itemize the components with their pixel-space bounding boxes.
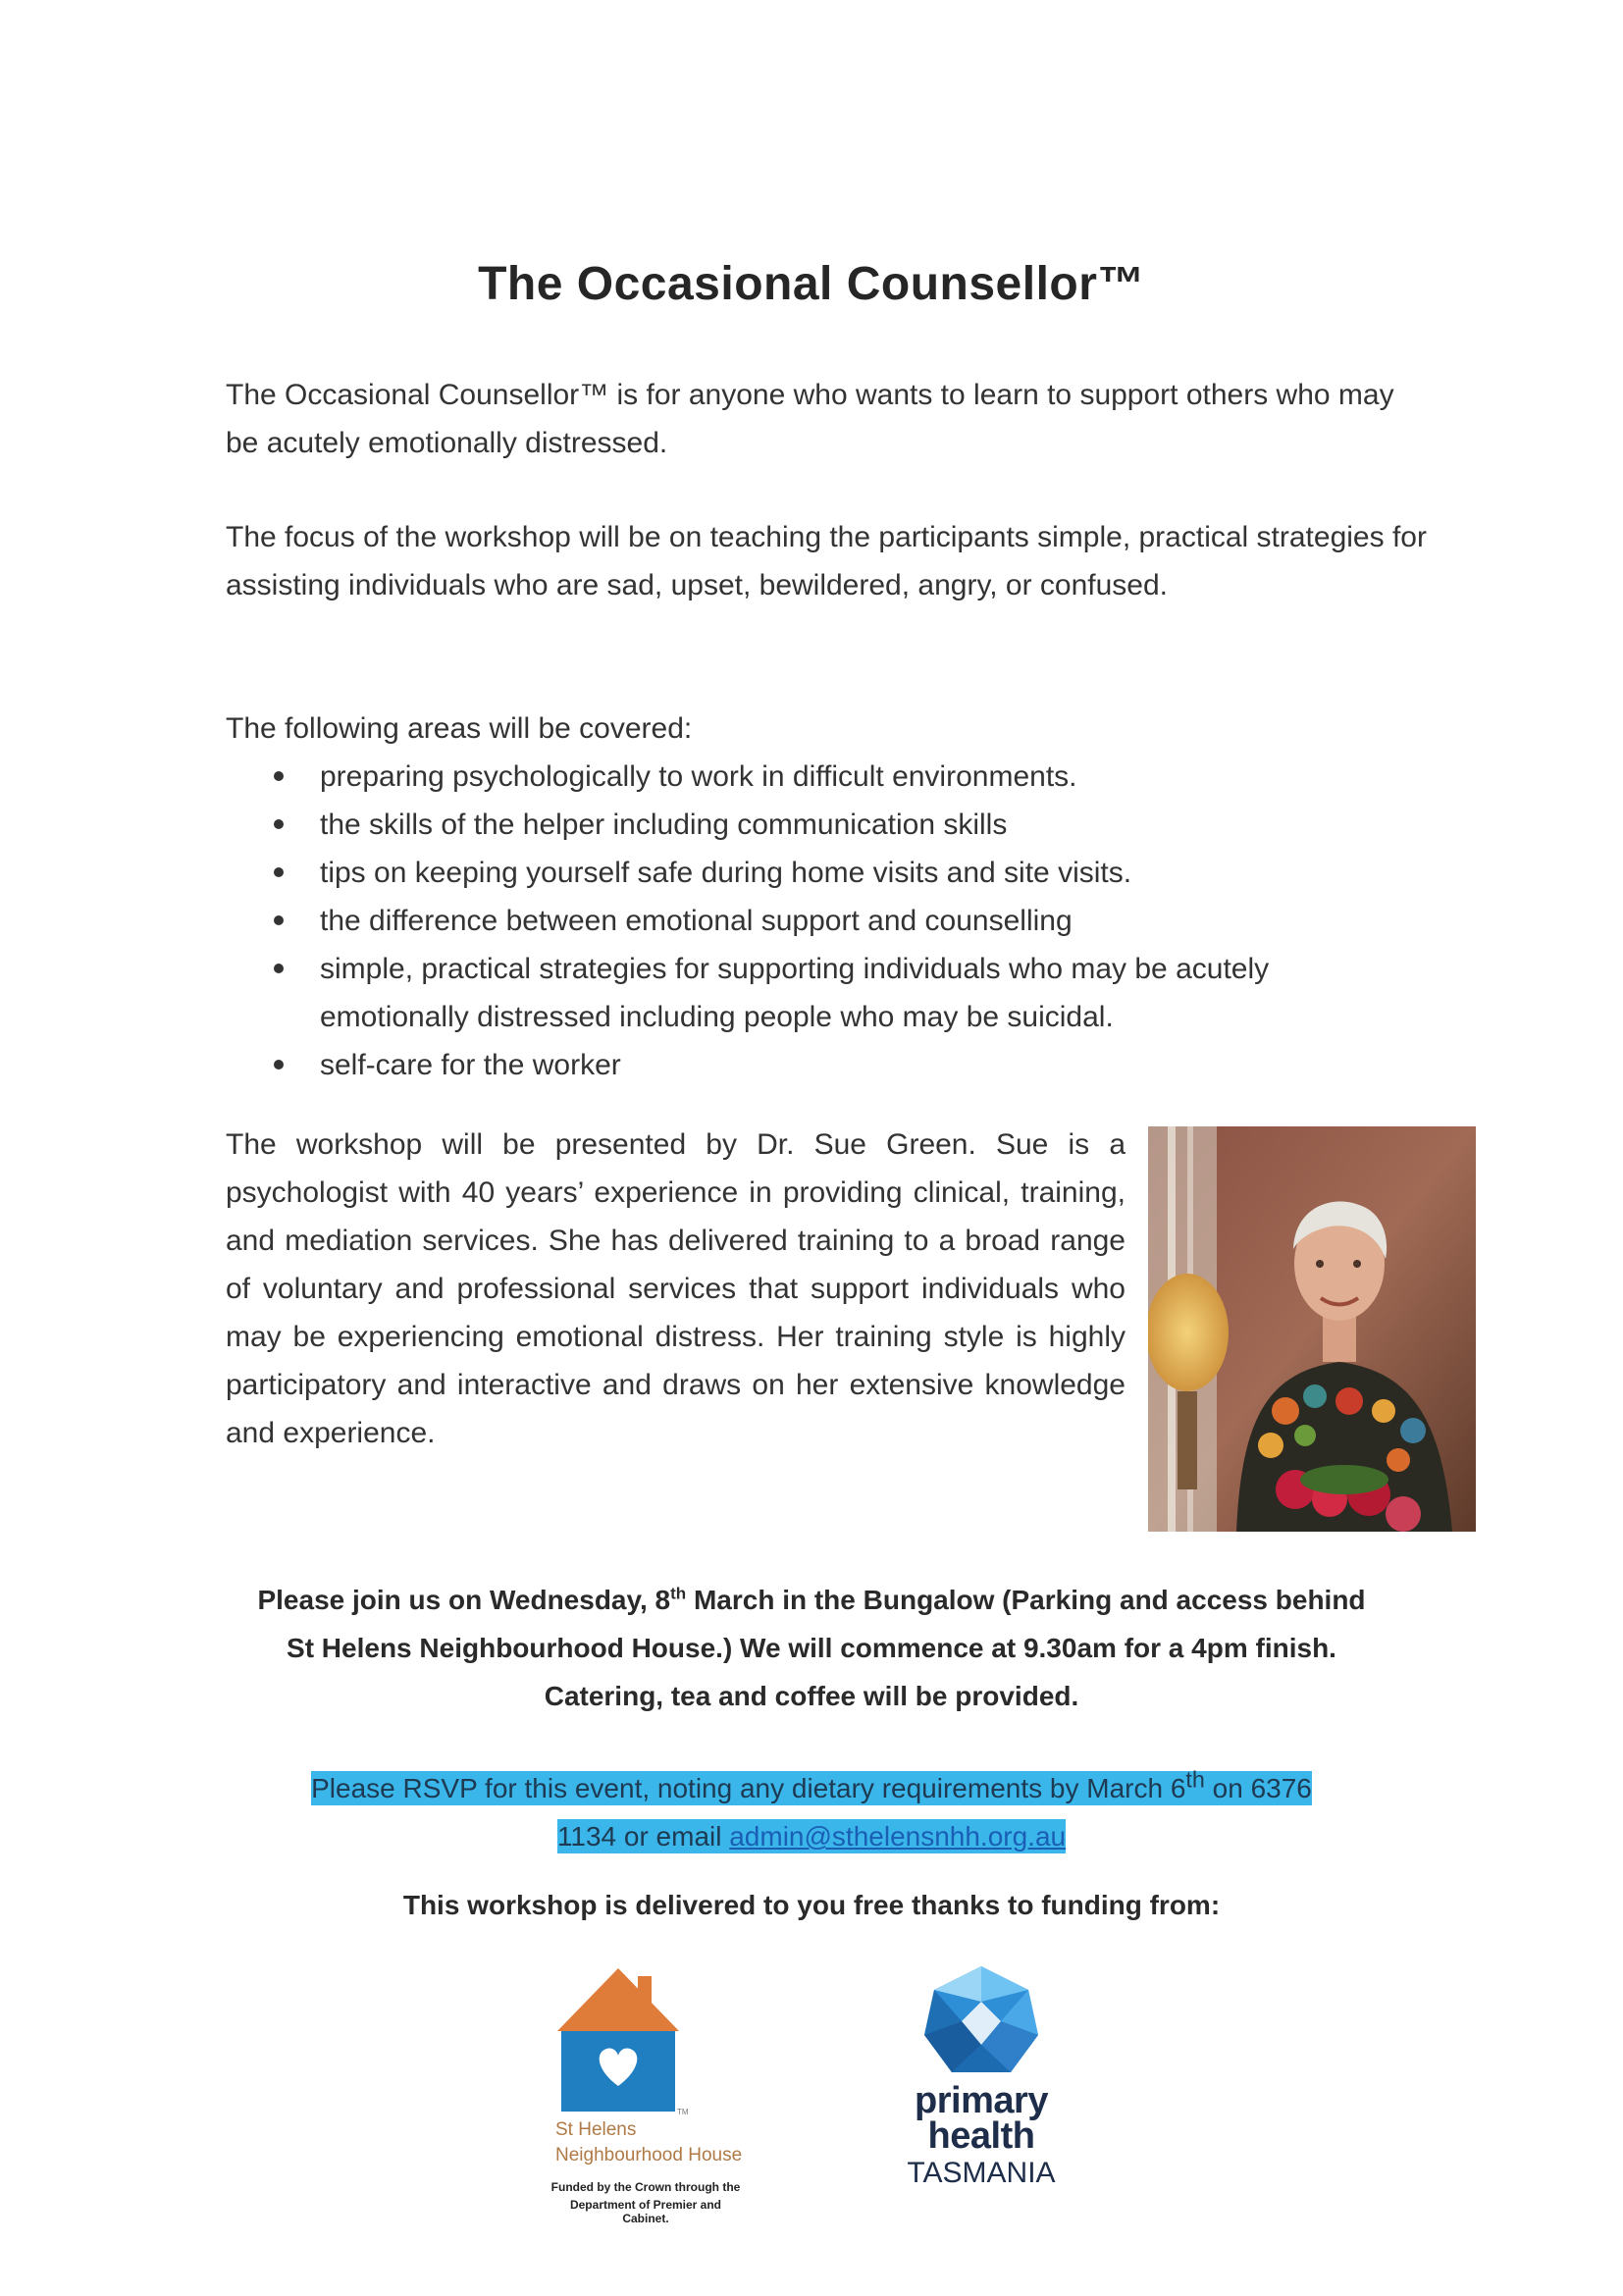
funding-heading: This workshop is delivered to you free thanks to funding from: — [402, 1890, 1221, 1920]
list-item-text: simple, practical strategies for supporting individuals who may be acutely emotionally distressed including people who may be suicidal. — [320, 953, 1270, 1033]
bullet-icon — [274, 1060, 284, 1070]
presenter-paragraph: The workshop will be presented by Dr. Sue Green. Sue is a psychologist with 40 years’ experience in providing clinical, training, and mediation services. She has delivered training to a broad range of voluntary and professional services that support individuals who may be experiencing emotional distress. Her training style is highly participatory and interactive and draws on her extensive knowledge and experience. — [226, 1128, 1126, 1449]
bullet-icon — [274, 915, 284, 925]
primary-health-tasmania-logo — [883, 1962, 1099, 2208]
primary-health-word-1: primary — [915, 2080, 1048, 2121]
focus-paragraph: The focus of the workshop will be on teaching the participants simple, practical strategies for assisting individuals who are sad, upset, bewildered, angry, or confused. — [226, 521, 1427, 601]
rsvp-text: 1134 or email — [556, 1821, 730, 1852]
list-item — [226, 1041, 1403, 1089]
list-item-text: self-care for the worker — [320, 1049, 621, 1081]
list-item-text: tips on keeping yourself safe during home visits and site visits. — [320, 857, 1132, 889]
funded-by-line-1: Funded by the Crown through the — [550, 2180, 741, 2194]
st-helens-name-line-2: Neighbourhood House — [555, 2145, 743, 2166]
trademark-mark: TM — [677, 2108, 689, 2116]
event-text: Please join us on Wednesday, 8 — [257, 1585, 671, 1615]
event-details — [0, 1576, 1623, 1720]
bullet-icon — [274, 771, 284, 781]
list-item — [226, 897, 1403, 945]
page-title: The Occasional Counsellor™ — [478, 258, 1145, 310]
rsvp-line-1 — [0, 1756, 1623, 1812]
ordinal-suffix: th — [1185, 1767, 1205, 1793]
list-item — [226, 801, 1403, 849]
presenter-photo — [1148, 1126, 1476, 1532]
rsvp-highlight — [557, 1819, 1066, 1853]
event-line-3: Catering, tea and coffee will be provided. — [544, 1681, 1079, 1711]
areas-heading: The following areas will be covered: — [226, 712, 693, 745]
email-link[interactable]: admin@sthelensnhh.org.au — [729, 1821, 1067, 1852]
event-line-1 — [0, 1576, 1623, 1624]
primary-health-word-3: TASMANIA — [907, 2157, 1056, 2189]
bullet-icon — [274, 867, 284, 877]
list-item-text: the skills of the helper including communication skills — [320, 809, 1008, 841]
areas-list — [226, 753, 1403, 1089]
bullet-icon — [274, 964, 284, 973]
ordinal-suffix: th — [670, 1584, 687, 1603]
rsvp-line-2 — [0, 1812, 1623, 1860]
rsvp-details — [0, 1756, 1623, 1860]
primary-health-word-2: health — [927, 2115, 1035, 2157]
gem-icon — [913, 1962, 1050, 2080]
bullet-icon — [274, 819, 284, 829]
rsvp-text: on 6376 — [1204, 1773, 1312, 1804]
event-text: March in the Bungalow (Parking and access behind — [686, 1585, 1366, 1615]
list-item — [226, 945, 1409, 1041]
list-item-text: the difference between emotional support and counselling — [320, 905, 1073, 937]
event-line-2: St Helens Neighbourhood House.) We will commence at 9.30am for a 4pm finish. — [287, 1633, 1336, 1663]
list-item — [226, 753, 1403, 801]
st-helens-logo — [530, 1962, 814, 2247]
rsvp-highlight — [311, 1767, 1312, 1805]
funded-by-line-2: Department of Premier and Cabinet. — [569, 2198, 722, 2225]
st-helens-name-line-1: St Helens — [555, 2119, 637, 2140]
list-item-text: preparing psychologically to work in difficult environments. — [320, 760, 1077, 793]
list-item — [226, 849, 1403, 897]
house-heart-icon — [540, 1962, 736, 2119]
rsvp-text: Please RSVP for this event, noting any dietary requirements by March 6 — [311, 1773, 1186, 1804]
intro-paragraph: The Occasional Counsellor™ is for anyone who wants to learn to support others who may be acutely emotionally distressed. — [226, 379, 1394, 459]
